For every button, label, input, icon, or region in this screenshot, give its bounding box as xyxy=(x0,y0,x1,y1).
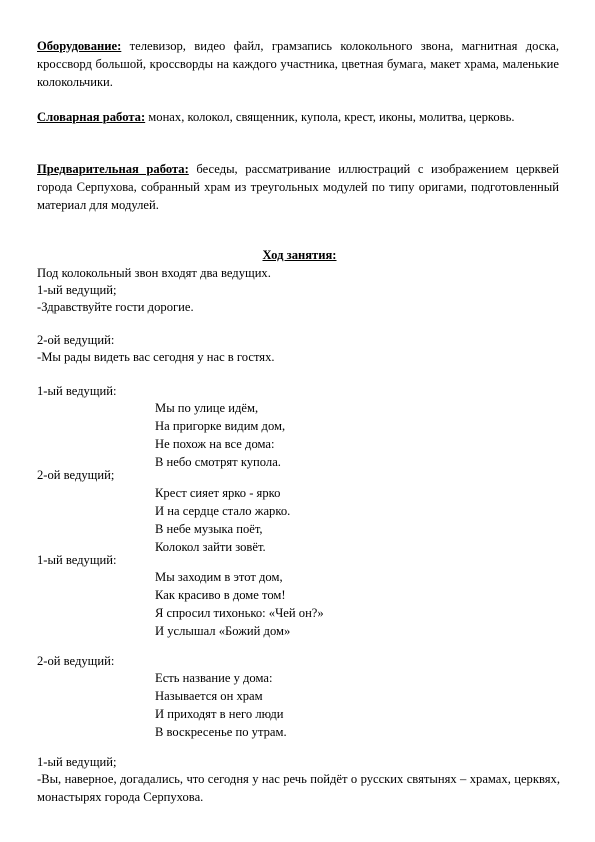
stanza-3-line: И услышал «Божий дом» xyxy=(155,624,291,638)
preliminary-paragraph xyxy=(37,160,559,214)
stanza-2 xyxy=(155,484,455,556)
lesson-intro: Под колокольный звон входят два ведущих. xyxy=(37,266,271,280)
poem-host2-label-b: 2-ой ведущий: xyxy=(37,654,115,668)
final-line: -Вы, наверное, догадались, что сегодня у нас речь пойдёт о русских святынях – храмах, церквях, монастырях города Серпухова. xyxy=(37,772,560,804)
stanza-1-line: На пригорке видим дом, xyxy=(155,419,286,433)
stanza-2-line: И на сердце стало жарко. xyxy=(155,504,291,518)
preliminary-text: беседы, рассматривание иллюстраций с изображением церквей города Серпухова, собранный храм из треугольных модулей по типу оригами, подготовленный материал для модулей. xyxy=(37,162,559,212)
host1-label: 1-ый ведущий; xyxy=(37,283,117,297)
preliminary-label: Предварительная работа: xyxy=(37,162,189,176)
stanza-1-line: Не похож на все дома: xyxy=(155,437,275,451)
host2-line: -Мы рады видеть вас сегодня у нас в гостях. xyxy=(37,350,275,364)
lesson-heading: Ход занятия: xyxy=(262,248,337,262)
stanza-4-line: И приходят в него люди xyxy=(155,707,284,721)
stanza-4-line: Есть название у дома: xyxy=(155,671,273,685)
stanza-3-line: Я спросил тихонько: «Чей он?» xyxy=(155,606,324,620)
poem-host1-label-b: 1-ый ведущий: xyxy=(37,553,117,567)
equipment-label: Оборудование: xyxy=(37,39,122,53)
stanza-1-line: Мы по улице идём, xyxy=(155,401,259,415)
vocabulary-paragraph xyxy=(37,108,559,126)
stanza-4-line: В воскресенье по утрам. xyxy=(155,725,287,739)
stanza-3-line: Как красиво в доме том! xyxy=(155,588,286,602)
stanza-4 xyxy=(155,669,455,741)
equipment-text: телевизор, видео файл, грамзапись колокольного звона, магнитная доска, кроссворд большой, кроссворды на каждого участника, цветная бумага, макет храма, маленькие колокольчики. xyxy=(37,39,559,89)
poem-host1-label-a: 1-ый ведущий: xyxy=(37,384,117,398)
poem-host2-label-a: 2-ой ведущий; xyxy=(37,468,115,482)
host2-label: 2-ой ведущий: xyxy=(37,333,115,347)
stanza-3-line: Мы заходим в этот дом, xyxy=(155,570,283,584)
final-host-label: 1-ый ведущий; xyxy=(37,755,117,769)
stanza-3 xyxy=(155,568,455,640)
stanza-4-line: Называется он храм xyxy=(155,689,263,703)
stanza-2-line: В небе музыка поёт, xyxy=(155,522,263,536)
stanza-2-line: Колокол зайти зовёт. xyxy=(155,540,266,554)
vocabulary-label: Словарная работа: xyxy=(37,110,146,124)
equipment-paragraph xyxy=(37,37,559,91)
host1-line: -Здравствуйте гости дорогие. xyxy=(37,300,194,314)
stanza-2-line: Крест сияет ярко - ярко xyxy=(155,486,281,500)
stanza-1 xyxy=(155,399,455,471)
stanza-1-line: В небо смотрят купола. xyxy=(155,455,281,469)
vocabulary-text: монах, колокол, священник, купола, крест, иконы, молитва, церковь. xyxy=(145,110,515,124)
